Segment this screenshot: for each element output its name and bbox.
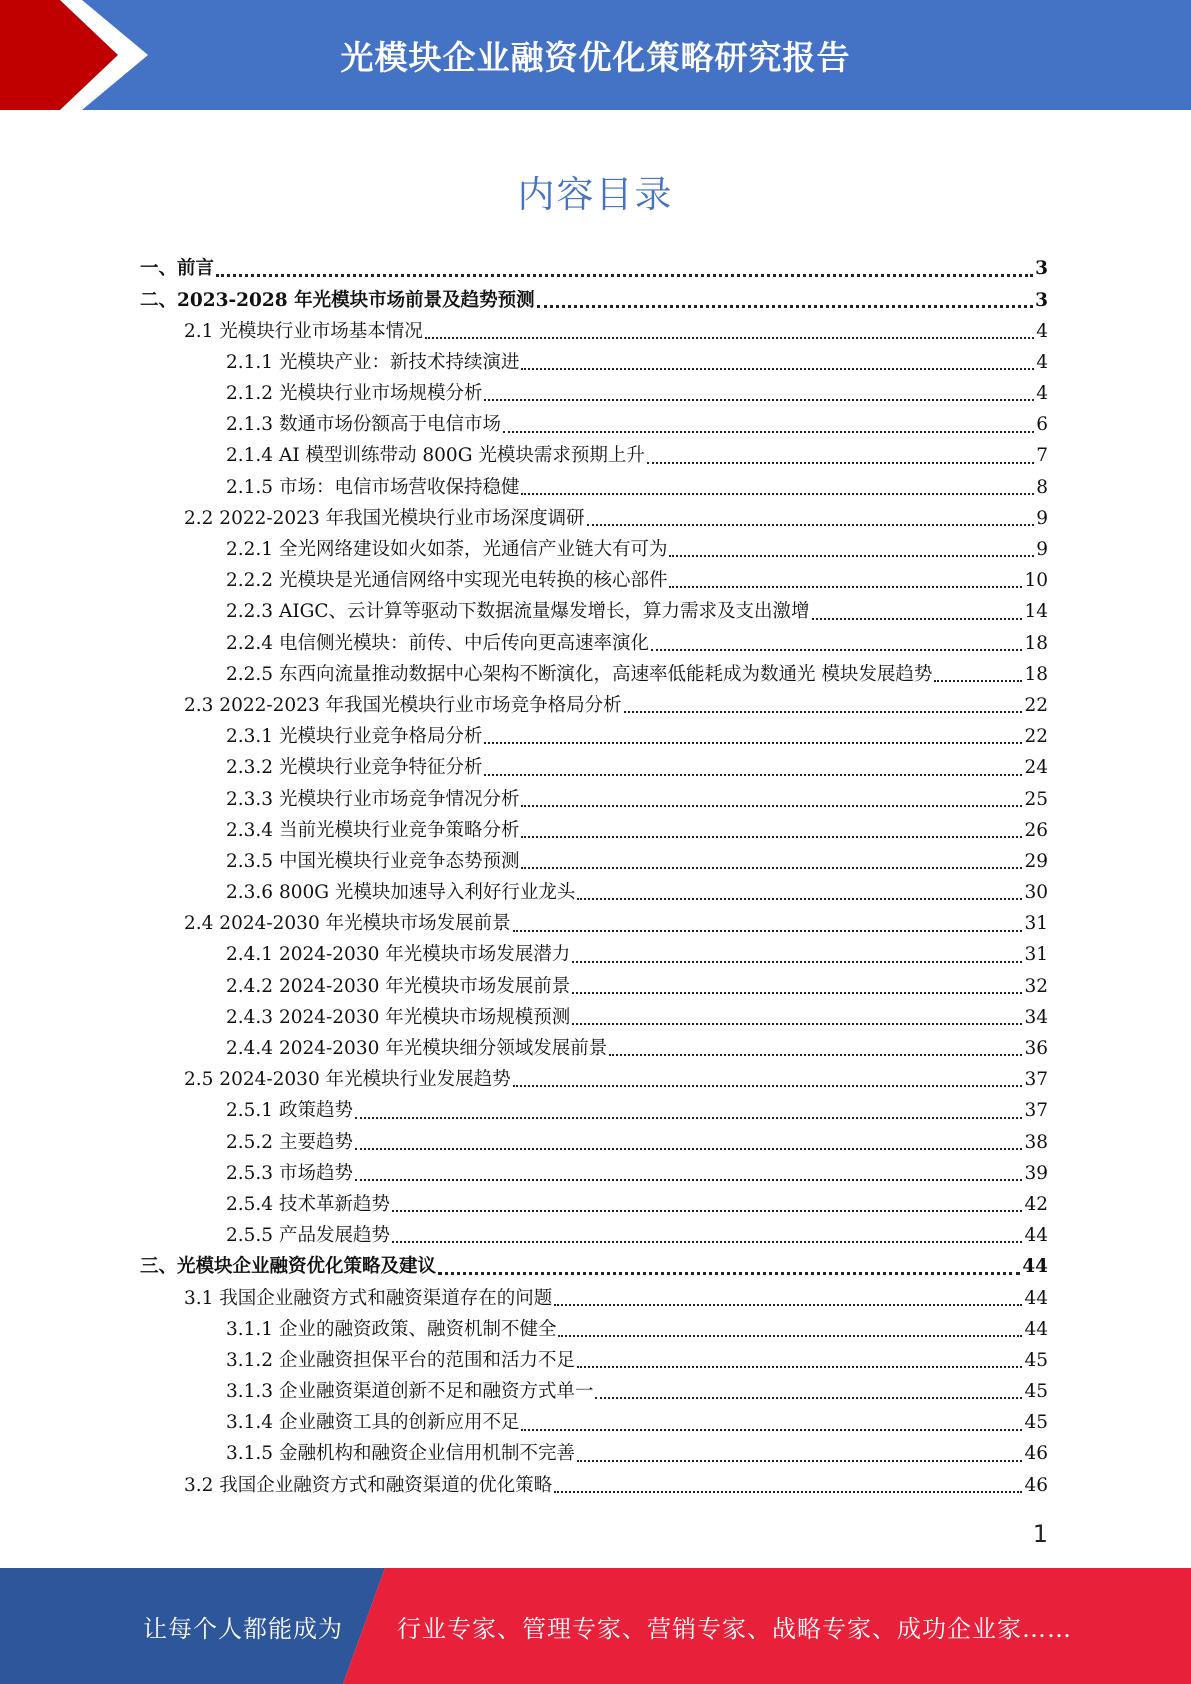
toc-entry-page: 45	[1024, 1349, 1048, 1371]
toc-entry[interactable]	[140, 535, 1048, 566]
toc-entry-title: 2.5.3 市场趋势	[226, 1162, 353, 1184]
toc-entry-title: 2.1.1 光模块产业：新技术持续演进	[226, 351, 520, 373]
toc-entry[interactable]	[140, 1439, 1048, 1470]
toc-dot-leader	[216, 274, 1033, 277]
toc-entry-title: 二、2023-2028 年光模块市场前景及趋势预测	[140, 289, 535, 311]
toc-dot-leader	[572, 1023, 1022, 1025]
toc-entry-page: 18	[1024, 663, 1048, 685]
toc-entry-page: 3	[1035, 289, 1048, 311]
toc-entry[interactable]	[140, 1283, 1048, 1314]
toc-entry-page: 22	[1024, 694, 1048, 716]
toc-entry[interactable]	[140, 1158, 1048, 1189]
toc-dot-leader	[669, 555, 1034, 557]
toc-dot-leader	[425, 337, 1034, 339]
toc-entry-title: 3.1 我国企业融资方式和融资渠道存在的问题	[184, 1287, 553, 1309]
toc-entry-title: 2.1.3 数通市场份额高于电信市场	[226, 414, 501, 436]
toc-entry-page: 24	[1024, 757, 1048, 779]
toc-entry-title: 2.1.4 AI 模型训练带动 800G 光模块需求预期上升	[226, 445, 645, 467]
toc-entry-title: 2.2 2022-2023 年我国光模块行业市场深度调研	[184, 507, 585, 529]
toc-heading: 内容目录	[517, 173, 674, 216]
toc-entry-title: 一、前言	[140, 258, 215, 280]
toc-dot-leader	[392, 1241, 1022, 1243]
toc-dot-leader	[934, 680, 1022, 682]
toc-dot-leader	[521, 368, 1034, 370]
toc-dot-leader	[513, 930, 1023, 932]
toc-entry[interactable]	[140, 1065, 1048, 1096]
toc-entry-title: 2.4.3 2024-2030 年光模块市场规模预测	[226, 1006, 571, 1028]
toc-entry[interactable]	[140, 379, 1048, 410]
page-number: 1	[1032, 1520, 1048, 1548]
toc-entry-page: 8	[1036, 476, 1048, 498]
toc-dot-leader	[503, 431, 1034, 433]
toc-entry[interactable]	[140, 504, 1048, 535]
toc-entry[interactable]	[140, 722, 1048, 753]
toc-entry-title: 3.1.2 企业融资担保平台的范围和活力不足	[226, 1349, 575, 1371]
toc-dot-leader	[572, 961, 1022, 963]
toc-entry-page: 44	[1024, 1225, 1048, 1247]
toc-entry-page: 29	[1024, 850, 1048, 872]
toc-dot-leader	[521, 867, 1022, 869]
toc-entry-page: 44	[1022, 1256, 1048, 1278]
toc-entry[interactable]	[140, 441, 1048, 472]
toc-entry[interactable]	[140, 316, 1048, 347]
footer-banner	[0, 1568, 1191, 1684]
toc-entry-page: 32	[1024, 975, 1048, 997]
toc-entry-title: 2.3.3 光模块行业市场竞争情况分析	[226, 788, 520, 810]
toc-entry-title: 2.5.2 主要趋势	[226, 1131, 353, 1153]
toc-entry-page: 38	[1024, 1131, 1048, 1153]
toc-entry-title: 2.5.1 政策趋势	[226, 1100, 353, 1122]
toc-dot-leader	[355, 1179, 1023, 1181]
toc-entry[interactable]	[140, 1346, 1048, 1377]
toc-dot-leader	[647, 462, 1034, 464]
toc-entry[interactable]	[140, 971, 1048, 1002]
toc-entry-page: 26	[1024, 819, 1048, 841]
toc-entry[interactable]	[140, 285, 1048, 316]
toc-dot-leader	[355, 1117, 1023, 1119]
toc-dot-leader	[484, 399, 1034, 401]
toc-dot-leader	[554, 1491, 1022, 1493]
toc-entry[interactable]	[140, 1034, 1048, 1065]
toc-entry-page: 18	[1024, 632, 1048, 654]
footer-slogan-left: 让每个人都能成为	[143, 1614, 343, 1643]
toc-dot-leader	[572, 992, 1022, 994]
toc-entry-page: 39	[1024, 1162, 1048, 1184]
toc-dot-leader	[812, 618, 1023, 620]
table-of-contents	[140, 254, 1048, 1502]
toc-entry-title: 2.4.4 2024-2030 年光模块细分领域发展前景	[226, 1038, 608, 1060]
toc-entry-title: 2.3.5 中国光模块行业竞争态势预测	[226, 850, 520, 872]
toc-entry-page: 4	[1036, 320, 1048, 342]
toc-entry-title: 2.1.5 市场：电信市场营收保持稳健	[226, 476, 520, 498]
toc-entry-page: 46	[1024, 1443, 1048, 1465]
toc-entry[interactable]	[140, 1377, 1048, 1408]
toc-entry-title: 2.5.4 技术革新趋势	[226, 1193, 390, 1215]
toc-dot-leader	[558, 1335, 1022, 1337]
toc-entry-page: 34	[1024, 1006, 1048, 1028]
toc-entry-title: 3.1.4 企业融资工具的创新应用不足	[226, 1412, 520, 1434]
toc-dot-leader	[577, 898, 1022, 900]
toc-entry[interactable]	[140, 1221, 1048, 1252]
toc-dot-leader	[577, 1366, 1022, 1368]
toc-dot-leader	[595, 1397, 1022, 1399]
toc-dot-leader	[537, 305, 1034, 308]
toc-dot-leader	[438, 1272, 1020, 1275]
toc-entry-page: 10	[1024, 570, 1048, 592]
toc-dot-leader	[577, 1460, 1022, 1462]
toc-entry-title: 2.5.5 产品发展趋势	[226, 1225, 390, 1247]
toc-dot-leader	[392, 1210, 1022, 1212]
toc-entry-title: 2.2.2 光模块是光通信网络中实现光电转换的核心部件	[226, 570, 668, 592]
toc-entry[interactable]	[140, 348, 1048, 379]
toc-entry-page: 46	[1024, 1474, 1048, 1496]
toc-entry-title: 2.3.4 当前光模块行业竞争策略分析	[226, 819, 520, 841]
toc-entry-page: 4	[1036, 351, 1048, 373]
toc-entry-title: 2.1 光模块行业市场基本情况	[184, 320, 423, 342]
toc-dot-leader	[484, 742, 1022, 744]
toc-entry-title: 3.1.5 金融机构和融资企业信用机制不完善	[226, 1443, 575, 1465]
toc-entry-page: 31	[1024, 913, 1048, 935]
toc-entry-title: 2.4.1 2024-2030 年光模块市场发展潜力	[226, 944, 571, 966]
toc-entry[interactable]	[140, 566, 1048, 597]
toc-dot-leader	[521, 805, 1022, 807]
toc-entry-page: 44	[1024, 1287, 1048, 1309]
toc-entry[interactable]	[140, 784, 1048, 815]
toc-entry-page: 22	[1024, 726, 1048, 748]
toc-entry-title: 2.2.3 AIGC、云计算等驱动下数据流量爆发增长，算力需求及支出激增	[226, 601, 810, 623]
toc-entry[interactable]	[140, 628, 1048, 659]
toc-entry[interactable]	[140, 878, 1048, 909]
toc-entry-page: 7	[1036, 445, 1048, 467]
toc-entry[interactable]	[140, 1314, 1048, 1345]
toc-entry[interactable]	[140, 472, 1048, 503]
toc-entry-page: 31	[1024, 944, 1048, 966]
toc-entry[interactable]	[140, 753, 1048, 784]
toc-entry-page: 25	[1024, 788, 1048, 810]
toc-entry[interactable]	[140, 659, 1048, 690]
toc-entry[interactable]	[140, 1408, 1048, 1439]
report-title: 光模块企业融资优化策略研究报告	[340, 37, 851, 77]
toc-entry-title: 2.3.2 光模块行业竞争特征分析	[226, 757, 483, 779]
toc-entry-page: 30	[1024, 882, 1048, 904]
toc-entry-title: 2.3.1 光模块行业竞争格局分析	[226, 726, 483, 748]
toc-entry-title: 2.2.5 东西向流量推动数据中心架构不断演化，高速率低能耗成为数通光 模块发展趋势	[226, 663, 933, 685]
toc-dot-leader	[355, 1148, 1023, 1150]
toc-entry-page: 37	[1024, 1069, 1048, 1091]
toc-entry-title: 3.1.1 企业的融资政策、融资机制不健全	[226, 1318, 557, 1340]
footer-slogan-right: 行业专家、管理专家、营销专家、战略专家、成功企业家……	[397, 1614, 1072, 1643]
toc-entry-title: 2.3.6 800G 光模块加速导入利好行业龙头	[226, 882, 576, 904]
toc-entry-title: 2.4 2024-2030 年光模块市场发展前景	[184, 913, 511, 935]
toc-entry-title: 2.5 2024-2030 年光模块行业发展趋势	[184, 1069, 511, 1091]
toc-dot-leader	[669, 586, 1022, 588]
toc-entry[interactable]	[140, 909, 1048, 940]
toc-entry[interactable]	[140, 1127, 1048, 1158]
toc-entry-title: 3.1.3 企业融资渠道创新不足和融资方式单一	[226, 1381, 594, 1403]
toc-entry[interactable]	[140, 1003, 1048, 1034]
toc-entry[interactable]	[140, 597, 1048, 628]
toc-entry-page: 9	[1036, 539, 1048, 561]
toc-entry[interactable]	[140, 410, 1048, 441]
toc-entry-title: 2.3 2022-2023 年我国光模块行业市场竞争格局分析	[184, 694, 622, 716]
header-banner	[0, 0, 1191, 110]
toc-entry-page: 44	[1024, 1318, 1048, 1340]
toc-entry-title: 2.1.2 光模块行业市场规模分析	[226, 383, 483, 405]
toc-entry-title: 三、光模块企业融资优化策略及建议	[140, 1256, 437, 1278]
toc-dot-leader	[651, 649, 1022, 651]
toc-entry[interactable]	[140, 815, 1048, 846]
toc-entry[interactable]	[140, 940, 1048, 971]
toc-entry-page: 14	[1024, 601, 1048, 623]
toc-dot-leader	[521, 1429, 1022, 1431]
toc-entry-page: 42	[1024, 1193, 1048, 1215]
toc-entry-page: 45	[1024, 1412, 1048, 1434]
toc-entry-page: 37	[1024, 1100, 1048, 1122]
toc-entry-title: 2.2.4 电信侧光模块：前传、中后传向更高速率演化	[226, 632, 649, 654]
toc-dot-leader	[554, 1304, 1022, 1306]
toc-dot-leader	[587, 524, 1035, 526]
toc-entry-page: 36	[1024, 1038, 1048, 1060]
toc-entry[interactable]	[140, 1470, 1048, 1501]
toc-dot-leader	[521, 493, 1034, 495]
toc-entry-title: 2.4.2 2024-2030 年光模块市场发展前景	[226, 975, 571, 997]
toc-entry-page: 4	[1036, 383, 1048, 405]
toc-entry-page: 6	[1036, 414, 1048, 436]
toc-entry[interactable]	[140, 1190, 1048, 1221]
toc-dot-leader	[484, 774, 1022, 776]
toc-entry[interactable]	[140, 1096, 1048, 1127]
toc-entry[interactable]	[140, 847, 1048, 878]
toc-dot-leader	[624, 711, 1023, 713]
toc-dot-leader	[521, 836, 1022, 838]
toc-entry-title: 2.2.1 全光网络建设如火如荼，光通信产业链大有可为	[226, 539, 668, 561]
toc-dot-leader	[609, 1054, 1022, 1056]
toc-entry[interactable]	[140, 1252, 1048, 1283]
toc-entry-page: 45	[1024, 1381, 1048, 1403]
toc-dot-leader	[513, 1085, 1023, 1087]
toc-entry-title: 3.2 我国企业融资方式和融资渠道的优化策略	[184, 1474, 553, 1496]
toc-entry[interactable]	[140, 691, 1048, 722]
toc-entry-page: 3	[1035, 258, 1048, 280]
toc-entry-page: 9	[1036, 507, 1048, 529]
toc-entry[interactable]	[140, 254, 1048, 285]
